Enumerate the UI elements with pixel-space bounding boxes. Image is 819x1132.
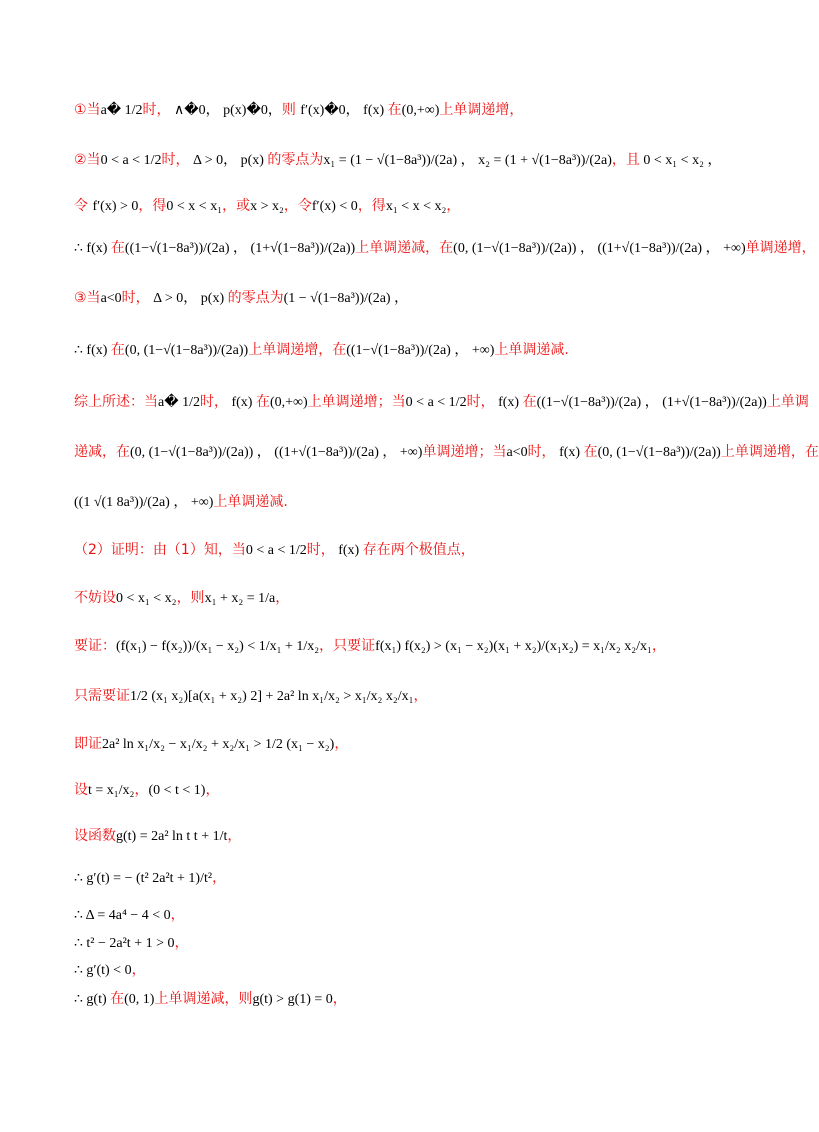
- text-run: 单调递增，: [745, 240, 816, 256]
- text-run: ，: [651, 638, 666, 654]
- text-run: 时，: [142, 102, 171, 118]
- math-expression: f(x): [494, 395, 523, 410]
- text-run: ，得: [138, 198, 167, 214]
- text-line: [74, 734, 348, 755]
- text-run: 设: [74, 782, 88, 798]
- math-expression: 0 < a < 1/2: [245, 543, 307, 558]
- text-run: 时，: [161, 152, 190, 168]
- math-expression: ∴ g′(t) < 0: [74, 963, 132, 978]
- text-line: [74, 636, 666, 657]
- math-expression: f(x): [555, 445, 584, 460]
- math-expression: 0 < a < 1/2: [405, 395, 467, 410]
- text-run: ①当: [74, 102, 101, 118]
- text-run: ，: [446, 198, 461, 214]
- text-run: ，: [275, 590, 290, 606]
- math-expression: x₁ + x₂ = 1/a: [204, 591, 276, 606]
- text-line: [74, 905, 185, 926]
- math-expression: t = x₁/x₂: [88, 783, 135, 798]
- math-expression: ∴ f(x): [74, 343, 111, 358]
- text-run: 的零点为: [267, 152, 324, 168]
- text-run: ，: [205, 782, 220, 798]
- text-line: [74, 588, 289, 609]
- math-expression: a�: [100, 103, 125, 118]
- math-expression: ((1 √(1 8a³))/(2a) ， +∞): [74, 495, 214, 510]
- math-expression: (0, (1−√(1−8a³))/(2a)) ， ((1+√(1−8a³))/(2a) ， +∞): [130, 445, 423, 460]
- math-expression: ((1−√(1−8a³))/(2a) ， (1+√(1−8a³))/(2a)): [124, 241, 356, 256]
- math-expression: Δ > 0， p(x): [189, 153, 268, 168]
- text-run: 时，: [527, 444, 556, 460]
- text-run: 在: [110, 991, 125, 1007]
- text-run: 不妨设: [74, 590, 116, 606]
- math-expression: a� 1/2: [158, 395, 200, 410]
- math-expression: x₁ = (1 − √(1−8a³))/(2a) ， x₂ = (1 + √(1−8a³))/(2a): [323, 153, 612, 168]
- text-run: 上单调递减.: [213, 494, 288, 510]
- math-expression: x > x₂: [250, 199, 284, 214]
- math-expression: (f(x₁) − f(x₂))/(x₁ − x₂) < 1/x₁ + 1/x₂: [116, 639, 320, 654]
- text-run: ，: [131, 962, 146, 978]
- text-run: 上单调递增；当: [307, 394, 406, 410]
- math-expression: ∴ Δ = 4a⁴ − 4 < 0: [74, 908, 171, 923]
- text-run: ，只要证: [319, 638, 376, 654]
- text-line: [74, 100, 523, 121]
- text-run: 上单调递增，在: [720, 444, 819, 460]
- math-expression: f′(x) < 0: [311, 199, 358, 214]
- text-run: ，: [212, 870, 227, 886]
- text-run: 即证: [74, 736, 102, 752]
- math-expression: (0,+∞): [401, 103, 440, 118]
- math-expression: Δ > 0， p(x): [149, 291, 228, 306]
- math-expression: a<0: [100, 291, 122, 306]
- text-run: ，: [174, 935, 189, 951]
- text-run: 上单调递增，: [439, 102, 524, 118]
- text-run: 时，: [306, 542, 335, 558]
- math-expression: (1 − √(1−8a³))/(2a) ，: [283, 291, 409, 306]
- text-run: ，: [134, 782, 149, 798]
- math-expression: (0,+∞): [269, 395, 308, 410]
- math-expression: 0 < x < x₁: [166, 199, 223, 214]
- math-expression: a<0: [506, 445, 528, 460]
- math-expression: g(t) > g(1) = 0: [252, 992, 333, 1007]
- math-expression: g(t) = 2a² ln t t + 1/t: [116, 829, 228, 844]
- math-expression: f′(x)�0， f(x): [300, 103, 388, 118]
- text-line: [74, 196, 460, 217]
- math-expression: ∧�0， p(x)�0，: [170, 103, 282, 118]
- text-run: 递减，在: [74, 444, 130, 460]
- text-run: 单调递增；当: [422, 444, 507, 460]
- math-expression: (0 < t < 1): [148, 783, 206, 798]
- text-line: [74, 492, 288, 513]
- text-line: [74, 340, 569, 361]
- text-run: 在: [387, 102, 402, 118]
- math-expression: ∴ f(x): [74, 241, 111, 256]
- text-line: [74, 780, 219, 801]
- text-run: ，: [334, 736, 349, 752]
- text-run: ，: [170, 907, 185, 923]
- text-run: 时，: [466, 394, 495, 410]
- text-run: 则: [281, 102, 301, 118]
- text-run: 在: [522, 394, 537, 410]
- math-expression: 0 < a < 1/2: [100, 153, 162, 168]
- math-expression: 1/2: [124, 103, 143, 118]
- text-line: [74, 288, 408, 309]
- math-expression: (0, (1−√(1−8a³))/(2a)): [124, 343, 249, 358]
- math-expression: (0, (1−√(1−8a³))/(2a)): [597, 445, 721, 460]
- text-run: 时，: [199, 394, 228, 410]
- math-expression: (0, (1−√(1−8a³))/(2a)) ， ((1+√(1−8a³))/(2a) ， +∞): [453, 241, 746, 256]
- text-run: 在: [583, 444, 598, 460]
- text-run: ②当: [74, 152, 101, 168]
- text-line: [74, 392, 809, 413]
- text-run: 在: [110, 342, 125, 358]
- text-line: [74, 989, 347, 1010]
- text-run: 要证：: [74, 638, 116, 654]
- text-line: [74, 868, 226, 889]
- text-run: 令: [74, 198, 93, 214]
- text-line: [74, 960, 146, 981]
- text-run: ，得: [357, 198, 386, 214]
- text-run: ，令: [283, 198, 312, 214]
- text-run: ，则: [176, 590, 205, 606]
- text-run: 存在两个极值点，: [362, 542, 475, 558]
- text-run: 的零点为: [227, 290, 284, 306]
- math-expression: x₁ < x < x₂: [385, 199, 447, 214]
- text-run: 只需要证: [74, 688, 130, 704]
- math-expression: ∴ g′(t) = − (t² 2a²t + 1)/t²: [74, 871, 213, 886]
- text-run: 上单调递减.: [494, 342, 569, 358]
- math-expression: ∴ t² − 2a²t + 1 > 0: [74, 936, 175, 951]
- text-line: [74, 150, 721, 171]
- text-run: ，: [227, 828, 242, 844]
- math-expression: (0, 1): [124, 992, 155, 1007]
- text-run: ，: [332, 991, 347, 1007]
- text-run: 上单调: [766, 394, 809, 410]
- math-expression: ∴ g(t): [74, 992, 111, 1007]
- math-expression: f′(x) > 0: [92, 199, 139, 214]
- text-run: 时，: [121, 290, 150, 306]
- text-run: 上单调递减，则: [154, 991, 253, 1007]
- math-expression: f(x): [227, 395, 256, 410]
- math-expression: 2a² ln x₁/x₂ − x₁/x₂ + x₂/x₁ > 1/2 (x₁ − x₂): [102, 737, 335, 752]
- text-run: ，且: [611, 152, 640, 168]
- text-run: ，或: [222, 198, 251, 214]
- text-run: 上单调递减，在: [355, 240, 454, 256]
- text-line: [74, 826, 241, 847]
- math-expression: 0 < x₁ < x₂ ，: [639, 153, 722, 168]
- text-run: 综上所述：当: [74, 394, 158, 410]
- text-run: ③当: [74, 290, 101, 306]
- text-line: [74, 540, 475, 561]
- math-expression: ((1−√(1−8a³))/(2a) ， +∞): [346, 343, 495, 358]
- text-line: [74, 238, 816, 259]
- math-expression: 1/2 (x₁ x₂)[a(x₁ + x₂) 2] + 2a² ln x₁/x₂ > x₁/x₂ x₂/x₁: [130, 689, 414, 704]
- text-run: 在: [110, 240, 125, 256]
- text-run: 设函数: [74, 828, 116, 844]
- text-line: [74, 686, 428, 707]
- math-expression: f(x): [334, 543, 363, 558]
- math-expression: f(x₁) f(x₂) > (x₁ − x₂)(x₁ + x₂)/(x₁x₂) = x₁/x₂ x₂/x₁: [375, 639, 652, 654]
- text-run: 在: [255, 394, 270, 410]
- text-line: [74, 933, 188, 954]
- text-run: （2）证明：由（1）知，当: [74, 542, 246, 558]
- text-line: [74, 442, 819, 463]
- math-expression: 0 < x₁ < x₂: [116, 591, 177, 606]
- text-run: 上单调递增，在: [248, 342, 347, 358]
- text-run: ，: [413, 688, 428, 704]
- math-expression: ((1−√(1−8a³))/(2a) ， (1+√(1−8a³))/(2a)): [536, 395, 767, 410]
